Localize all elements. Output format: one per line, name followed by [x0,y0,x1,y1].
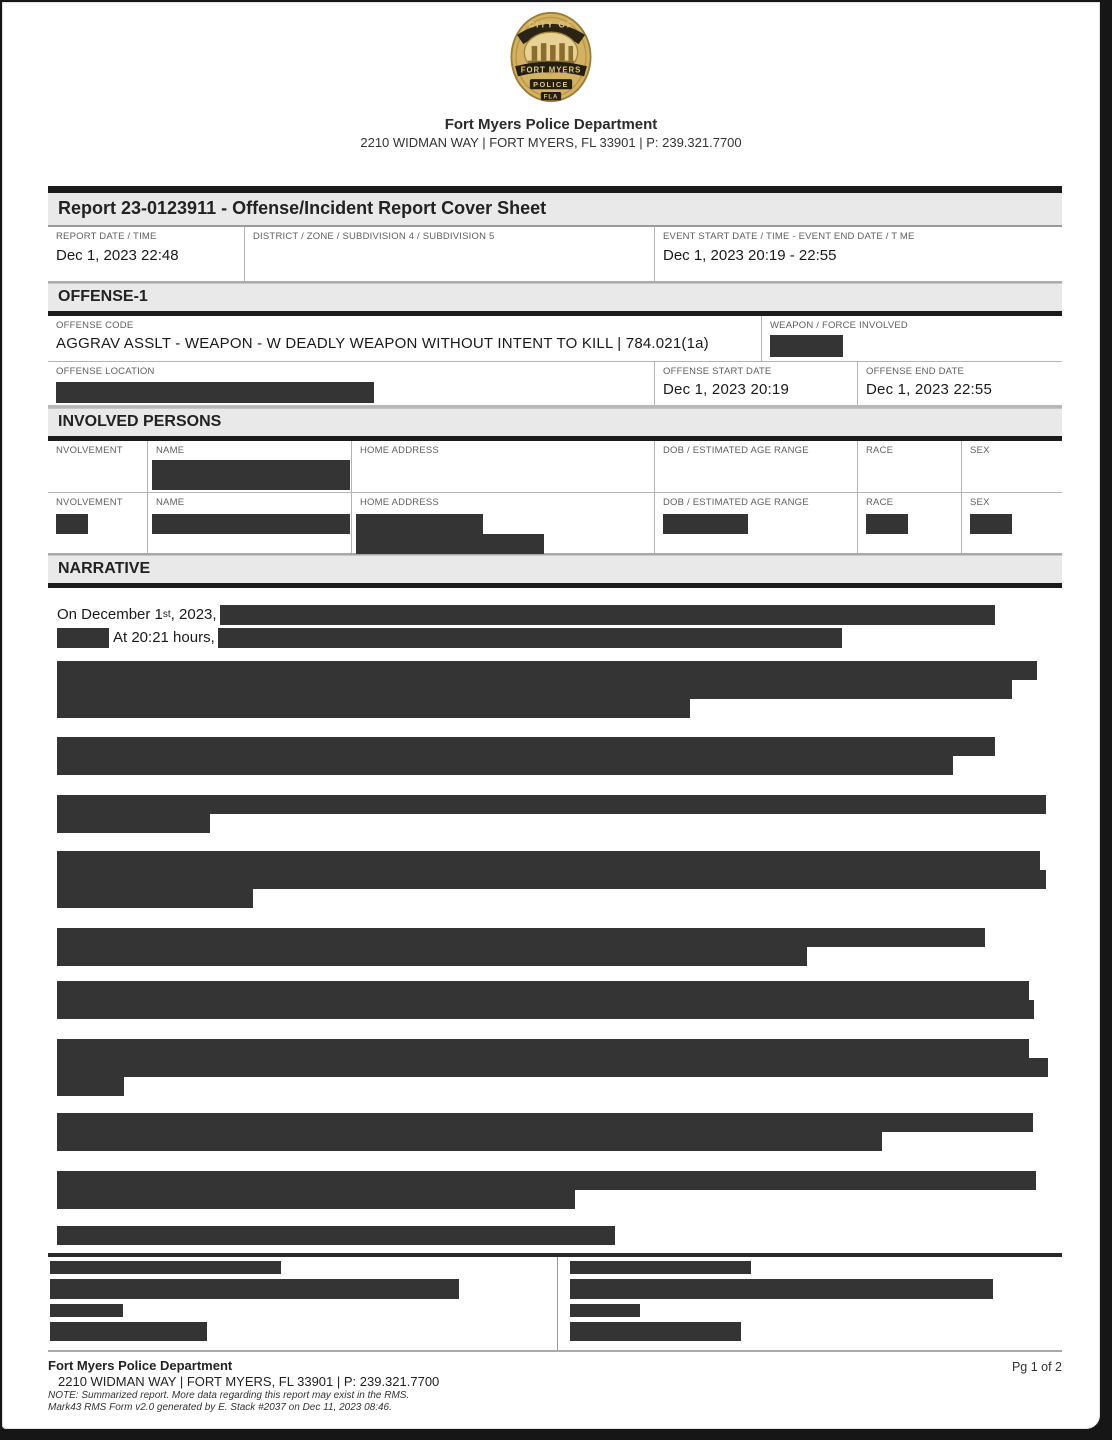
involved-person-row-1 [48,441,1062,493]
redaction-bar [57,947,807,966]
report-page [2,2,1100,1429]
signature-block [48,1253,1062,1352]
field-event-dates [655,227,1062,281]
badge-svg [491,11,611,103]
report-sheet [48,186,1062,1414]
redacted-paragraph [57,661,1048,718]
redaction-bar [570,1322,741,1341]
redaction-bar [57,981,1029,1000]
badge-text-police: POLICE [533,79,569,89]
column-label: NVOLVEMENT [56,445,123,456]
footer-note: NOTE: Summarized report. More data regarding this report may exist in the RMS. [48,1390,410,1401]
redaction-bar [57,661,1037,680]
field-label: OFFENSE START DATE [663,366,772,377]
column-label: NVOLVEMENT [56,497,123,508]
redaction-bar [57,928,985,947]
redaction-bar [57,1226,615,1245]
field-label: OFFENSE CODE [56,320,134,331]
badge-text-city-of: CITY OF [528,20,574,30]
report-fields-row [48,227,1062,283]
sex-cell [962,441,1062,492]
narrative-section [48,588,1062,1253]
narrative-text: On December 1 [57,606,163,623]
redaction-bar [866,514,908,534]
offense-location-row [48,362,1062,408]
redaction-bar [970,514,1012,534]
redaction-bar [152,514,350,534]
redacted-paragraph [57,795,1048,833]
redaction-bar [57,851,1040,870]
redaction-bar [57,814,210,833]
redaction-bar [218,628,842,648]
name-cell [148,441,352,492]
redaction-bar [56,382,374,403]
signature-col-right [558,1257,1062,1350]
redaction-bar [57,1039,1029,1058]
redaction-bar [56,514,88,534]
dob-cell [655,493,858,553]
narrative-text: At 20:21 hours, [113,629,215,646]
weapon-force-cell [762,316,1062,361]
redaction-bar [50,1304,123,1317]
narrative-text: , 2023, [170,606,217,623]
police-badge-icon [2,2,1100,108]
redacted-paragraph [57,928,1048,966]
redaction-bar [570,1261,751,1274]
redaction-bar [57,1058,1048,1077]
redaction-bar [57,628,109,648]
section-header-offense: OFFENSE-1 [48,283,1062,316]
sex-cell [962,493,1062,553]
offense-start-cell [655,362,858,405]
redaction-bar [50,1322,207,1341]
field-label: WEAPON / FORCE INVOLVED [770,320,908,331]
redacted-paragraph [57,1113,1048,1151]
redaction-bar [57,889,253,908]
column-label: HOME ADDRESS [360,445,439,456]
offense-location-cell [48,362,655,405]
column-label: RACE [866,445,894,456]
narrative-intro-line-2 [57,626,1062,649]
redaction-bar [57,1077,124,1096]
redaction-bar [50,1261,281,1274]
redaction-bar [57,1113,1033,1132]
field-value: Dec 1, 2023 20:19 - 22:55 [663,247,837,264]
column-label: DOB / ESTIMATED AGE RANGE [663,497,809,508]
redaction-bar [57,756,953,775]
column-label: DOB / ESTIMATED AGE RANGE [663,445,809,456]
offense-end-value: Dec 1, 2023 22:55 [866,381,992,398]
home-address-cell [352,441,655,492]
column-label: RACE [866,497,894,508]
offense-start-value: Dec 1, 2023 20:19 [663,381,789,398]
redaction-bar [770,335,843,357]
department-address: 2210 WIDMAN WAY | FORT MYERS, FL 33901 | P: 239.321.7700 [360,135,742,150]
column-label: SEX [970,445,990,456]
redaction-bar [356,534,544,554]
offense-end-cell [858,362,1062,405]
field-label: EVENT START DATE / TIME - EVENT END DATE / T ME [663,231,915,242]
redacted-paragraph [57,851,1048,908]
redaction-bar [57,699,690,718]
narrative-superscript: st [162,609,171,620]
field-label: REPORT DATE / TIME [56,231,157,242]
field-label: OFFENSE END DATE [866,366,965,377]
race-cell [858,441,962,492]
department-name: Fort Myers Police Department [444,116,658,133]
field-label: DISTRICT / ZONE / SUBDIVISION 4 / SUBDIVISION 5 [253,231,495,242]
footer-department: Fort Myers Police Department [48,1358,233,1373]
race-cell [858,493,962,553]
redaction-bar [570,1279,993,1299]
footer-address: 2210 WIDMAN WAY | FORT MYERS, FL 33901 | P: 239.321.7700 [58,1374,440,1389]
name-cell [148,493,352,553]
column-label: NAME [156,445,185,456]
redaction-bar [152,460,350,490]
report-title: Report 23-0123911 - Offense/Incident Report Cover Sheet [48,186,1062,227]
redaction-bar [57,680,1012,699]
column-label: NAME [156,497,185,508]
redacted-paragraph [57,1171,1048,1209]
column-label: HOME ADDRESS [360,497,439,508]
redacted-paragraph [57,737,1048,775]
document-header [2,2,1100,186]
narrative-redactions [57,661,1048,1245]
section-header-narrative: NARRATIVE [48,555,1062,588]
redaction-bar [50,1279,459,1299]
narrative-intro-line-1 [57,603,1062,626]
redacted-paragraph [57,1039,1048,1096]
dob-cell [655,441,858,492]
badge-text-fla: FLA [543,94,559,101]
redaction-bar [57,870,1046,889]
redaction-bar [663,514,748,534]
signature-col-left [48,1257,558,1350]
home-address-cell [352,493,655,553]
page-number: Pg 1 of 2 [1011,1360,1062,1374]
redaction-bar [356,514,483,534]
section-header-involved-persons: INVOLVED PERSONS [48,408,1062,441]
redaction-bar [57,1171,1036,1190]
redaction-bar [570,1304,640,1317]
offense-code-row [48,316,1062,362]
offense-code-value: AGGRAV ASSLT - WEAPON - W DEADLY WEAPON WITHOUT INTENT TO KILL | 784.021(1a) [56,335,709,352]
redaction-bar [220,605,995,625]
field-report-date [48,227,245,281]
redaction-bar [57,795,1046,814]
redaction-bar [57,1132,882,1151]
footer-generated-by: Mark43 RMS Form v2.0 generated by E. Stack #2037 on Dec 11, 2023 08:46. [48,1402,392,1413]
redacted-paragraph [57,981,1048,1019]
column-label: SEX [970,497,990,508]
field-value: Dec 1, 2023 22:48 [56,247,179,264]
involvement-cell [48,493,148,553]
involved-person-row-2 [48,493,1062,555]
redacted-paragraph [57,1226,1048,1245]
involvement-cell [48,441,148,492]
redaction-bar [57,1190,575,1209]
field-district-zone [245,227,655,281]
offense-code-cell [48,316,762,361]
redaction-bar [57,737,995,756]
document-footer [48,1358,1062,1414]
redaction-bar [57,1000,1034,1019]
field-label: OFFENSE LOCATION [56,366,155,377]
badge-text-fort-myers: FORT MYERS [520,65,582,75]
